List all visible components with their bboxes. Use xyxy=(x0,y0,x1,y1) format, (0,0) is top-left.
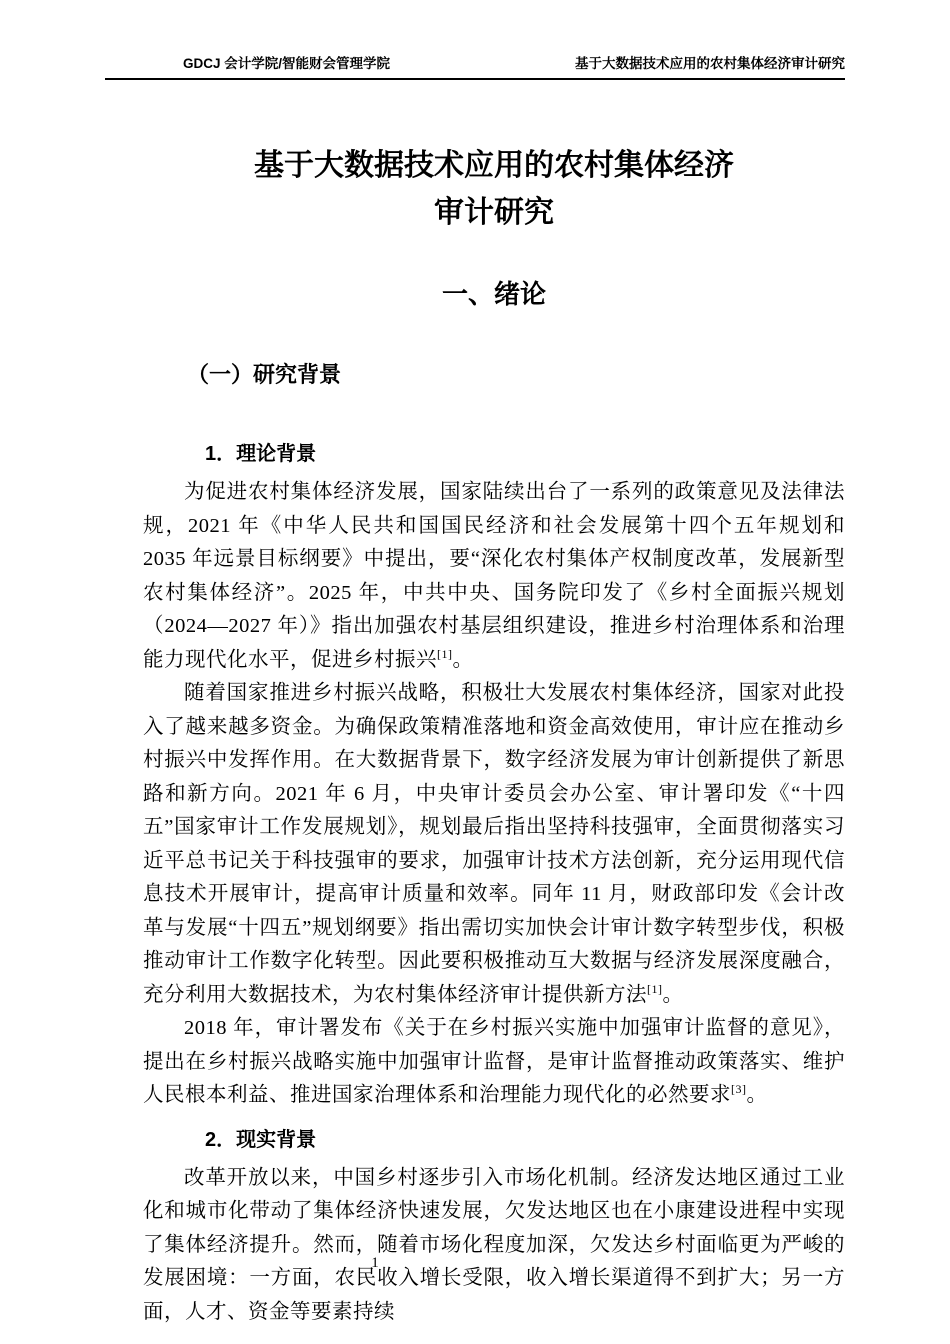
subsection-heading-reality: 2．现实背景 xyxy=(205,1128,317,1151)
section-heading: （一）研究背景 xyxy=(187,362,342,387)
subsection-heading-theory: 1．理论背景 xyxy=(205,443,317,465)
paragraph: 随着国家推进乡村振兴战略，积极壮大发展农村集体经济，国家对此投入了越来越多资金。为确保政策精准落地和资金高效使用，审计应在推动乡村振兴中发挥作用。在大数据背景下，数字经济发展为审计创新提供了新思路和新方向。2021 年 6 月，中央审计委员会办公室、审计署印发《“十四五”国家审计工作发展规划》，规划最后指出坚持科技强审，全面贯彻落实习近平总书记关于科技强审的要求，加强审计技术方法创新，充分运用现代信息技术开展审计，提高审计质量和效率。同年 11 月，财政部印发《会计改革与发展“十四五”规划纲要》指出需切实加快会计审计数字转型步伐，积极推动审计工作数字化转型。因此要积极推动互大数据与经济发展深度融合，充分利用大数据技术，为农村集体经济审计提供新方法[1]。 xyxy=(143,682,845,1006)
paragraph: 改革开放以来，中国乡村逐步引入市场化机制。经济发达地区通过工业化和城市化带动了集体经济快速发展，欠发达地区也在小康建设进程中实现了集体经济提升。然而，随着市场化程度加深，欠发达乡村面临更为严峻的发展困境：一方面，农民收入增长受限，收入增长渠道得不到扩大；另一方面，人才、资金等要素持续 xyxy=(143,1166,845,1323)
page-number: 1 xyxy=(371,1255,379,1271)
citation-ref: [1] xyxy=(437,646,453,661)
header-institution: GDCJ 会计学院/智能财会管理学院 xyxy=(183,56,391,71)
document-body xyxy=(143,0,845,1329)
paragraph: 为促进农村集体经济发展，国家陆续出台了一系列的政策意见及法律法规，2021 年《中华人民共和国国民经济和社会发展第十四个五年规划和 2035 年远景目标纲要》中提出，要“深化农村集体产权制度改革，发展新型农村集体经济”。2025 年，中共中央、国务院印发了《乡村全面振兴规划（2024—2027 年）》指出加强农村基层组织建设，推进乡村治理体系和治理能力现代化水平，促进乡村振兴[1]。 xyxy=(143,481,845,671)
document-title-line-2: 审计研究 xyxy=(434,196,554,229)
page-footer xyxy=(0,1255,750,1272)
document-title xyxy=(143,0,845,236)
paragraph: 2018 年，审计署发布《关于在乡村振兴实施中加强审计监督的意见》，提出在乡村振兴战略实施中加强审计监督，是审计监督推动政策落实、维护人民根本利益、推进国家治理体系和治理能力现代化的必然要求[3]。 xyxy=(143,1017,845,1106)
citation-ref: [3] xyxy=(731,1082,747,1097)
document-title-line-1: 基于大数据技术应用的农村集体经济 xyxy=(254,149,734,182)
header-running-title: 基于大数据技术应用的农村集体经济审计研究 xyxy=(575,56,845,71)
citation-ref: [1] xyxy=(647,981,663,996)
chapter-heading: 一、绪论 xyxy=(441,279,546,309)
